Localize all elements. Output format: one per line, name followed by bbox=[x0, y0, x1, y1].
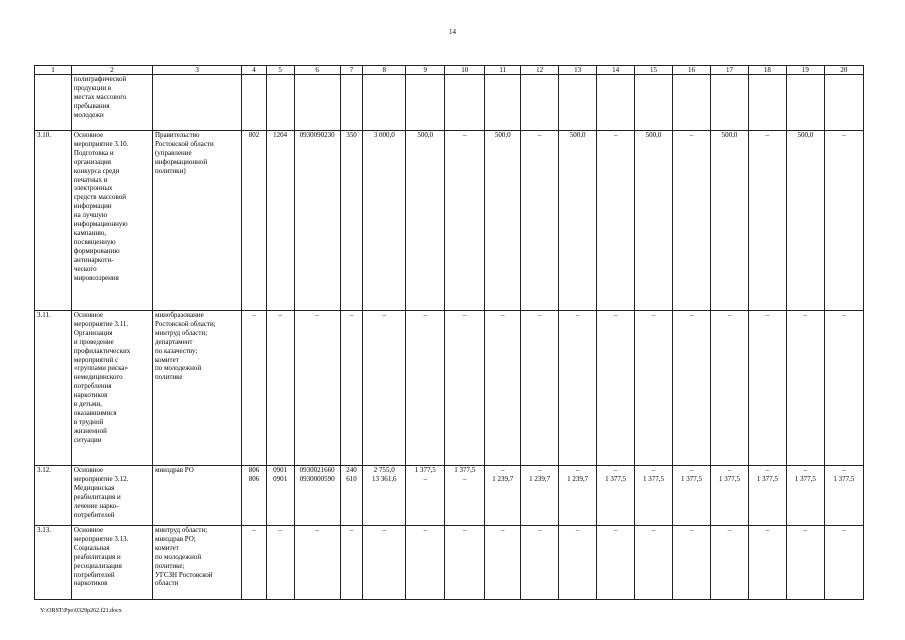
table-cell: – bbox=[340, 526, 363, 600]
table-cell: – bbox=[294, 311, 340, 466]
column-number: 13 bbox=[559, 66, 597, 75]
table-cell bbox=[748, 75, 786, 131]
table-cell: – bbox=[597, 311, 635, 466]
table-cell: – bbox=[597, 526, 635, 600]
executor: минобразование Ростовской области; минтруд области; департамент по казачеству; комитет по молодежной политике bbox=[152, 311, 241, 466]
table-cell bbox=[710, 75, 748, 131]
column-number: 5 bbox=[266, 66, 294, 75]
table-cell bbox=[824, 75, 863, 131]
table-row bbox=[35, 131, 864, 311]
table-cell: 1204 bbox=[266, 131, 294, 311]
table-cell: 0901 0901 bbox=[266, 466, 294, 526]
table-cell: – 1 239,7 bbox=[521, 466, 559, 526]
table-cell: 500,0 bbox=[559, 131, 597, 311]
measure-name: Основное мероприятие 3.12. Медицинская реабилитация и лечение нарко- потребителей bbox=[71, 466, 152, 526]
measure-name: Основное мероприятие 3.13. Социальная реабилитация и ресоциализация потребителей наркотиков bbox=[71, 526, 152, 600]
item-number: 3.10. bbox=[35, 131, 72, 311]
table-cell: – 1 377,5 bbox=[748, 466, 786, 526]
table-cell: – bbox=[635, 526, 673, 600]
table-cell bbox=[242, 75, 267, 131]
table-cell bbox=[266, 75, 294, 131]
item-number bbox=[35, 75, 72, 131]
table-cell: 806 806 bbox=[242, 466, 267, 526]
table-cell: – bbox=[340, 311, 363, 466]
column-number: 19 bbox=[786, 66, 824, 75]
table-cell: – bbox=[559, 311, 597, 466]
table-cell: 3 000,0 bbox=[363, 131, 406, 311]
header-row bbox=[35, 66, 864, 75]
column-number: 17 bbox=[710, 66, 748, 75]
table-cell: – bbox=[710, 526, 748, 600]
table-cell: – 1 377,5 bbox=[710, 466, 748, 526]
page-number: 14 bbox=[449, 28, 456, 36]
table-row bbox=[35, 311, 864, 466]
column-number: 18 bbox=[748, 66, 786, 75]
measure-name: Основное мероприятие 3.11. Организация и проведение профилактических мероприятий с «группами риска» немедицинского потребления наркотиков в детьми, оказавшимися в трудной жизненной ситуации bbox=[71, 311, 152, 466]
table-cell: 1 377,5 – bbox=[406, 466, 445, 526]
table-cell: – bbox=[266, 526, 294, 600]
table-cell: – bbox=[242, 526, 267, 600]
table-cell: – bbox=[242, 311, 267, 466]
measure-name: Основное мероприятие 3.10. Подготовка и организация конкурса среди печатных и электронных средств массовой информации на лучшую информационную кампанию, посвященную формированию антинаркоти- ческого мировоззрения bbox=[71, 131, 152, 311]
column-number: 16 bbox=[673, 66, 711, 75]
column-number: 9 bbox=[406, 66, 445, 75]
table-cell bbox=[521, 75, 559, 131]
table-cell: 500,0 bbox=[635, 131, 673, 311]
table-cell: – bbox=[521, 311, 559, 466]
table-cell: 500,0 bbox=[406, 131, 445, 311]
table-cell: – bbox=[521, 526, 559, 600]
column-number: 14 bbox=[597, 66, 635, 75]
column-number: 10 bbox=[445, 66, 485, 75]
table-cell: – 1 377,5 bbox=[635, 466, 673, 526]
table-cell bbox=[786, 75, 824, 131]
table-cell: 500,0 bbox=[710, 131, 748, 311]
table-cell bbox=[340, 75, 363, 131]
table-cell: – bbox=[445, 311, 485, 466]
table-cell: – bbox=[445, 131, 485, 311]
executor: минздрав РО bbox=[152, 466, 241, 526]
table-cell: – 1 239,7 bbox=[485, 466, 521, 526]
table-cell: – bbox=[824, 131, 863, 311]
table-cell bbox=[559, 75, 597, 131]
table-cell: 240 610 bbox=[340, 466, 363, 526]
table-cell: 0930021660 0930000590 bbox=[294, 466, 340, 526]
table-cell: – bbox=[673, 131, 711, 311]
table-cell: 0930090230 bbox=[294, 131, 340, 311]
document-path: Y:\ORST\Ppo\0329p262.f21.docx bbox=[40, 608, 122, 614]
table-cell: – bbox=[673, 526, 711, 600]
item-number: 3.11. bbox=[35, 311, 72, 466]
table-cell: – bbox=[363, 526, 406, 600]
table-cell: – 1 377,5 bbox=[786, 466, 824, 526]
table-cell: – bbox=[824, 526, 863, 600]
column-number: 2 bbox=[71, 66, 152, 75]
table-cell bbox=[635, 75, 673, 131]
item-number: 3.13. bbox=[35, 526, 72, 600]
table-cell bbox=[406, 75, 445, 131]
table-cell: – bbox=[406, 526, 445, 600]
table-cell: – bbox=[485, 526, 521, 600]
column-number: 7 bbox=[340, 66, 363, 75]
table-cell: – 1 377,5 bbox=[597, 466, 635, 526]
table-row bbox=[35, 75, 864, 131]
table-cell: – 1 377,5 bbox=[824, 466, 863, 526]
table-cell: – bbox=[748, 526, 786, 600]
table-cell bbox=[445, 75, 485, 131]
table-cell: – 1 377,5 bbox=[673, 466, 711, 526]
measure-name: полиграфической продукции в местах массового пребывания молодежи bbox=[71, 75, 152, 131]
table-cell: – bbox=[673, 311, 711, 466]
table-cell: – bbox=[635, 311, 673, 466]
table-cell: – bbox=[748, 311, 786, 466]
table-cell: 1 377,5 – bbox=[445, 466, 485, 526]
column-number: 3 bbox=[152, 66, 241, 75]
table-row bbox=[35, 526, 864, 600]
table-cell: – bbox=[363, 311, 406, 466]
table-cell: 350 bbox=[340, 131, 363, 311]
table-cell bbox=[294, 75, 340, 131]
column-number: 15 bbox=[635, 66, 673, 75]
executor: минтруд области; минздрав РО; комитет по молодежной политике; УГСЗН Ростовской области bbox=[152, 526, 241, 600]
table-cell: – bbox=[521, 131, 559, 311]
table-cell: – bbox=[786, 311, 824, 466]
table-cell: – bbox=[294, 526, 340, 600]
table-cell: – bbox=[824, 311, 863, 466]
table-cell: – bbox=[786, 526, 824, 600]
table-cell bbox=[485, 75, 521, 131]
table-cell: – bbox=[748, 131, 786, 311]
item-number: 3.12. bbox=[35, 466, 72, 526]
table-cell: 802 bbox=[242, 131, 267, 311]
table-cell: 2 755,0 13 361,6 bbox=[363, 466, 406, 526]
column-number: 20 bbox=[824, 66, 863, 75]
table-cell: – bbox=[406, 311, 445, 466]
column-number: 1 bbox=[35, 66, 72, 75]
program-table bbox=[34, 65, 864, 600]
executor bbox=[152, 75, 241, 131]
column-number: 6 bbox=[294, 66, 340, 75]
table-cell: – bbox=[597, 131, 635, 311]
table-cell: – 1 239,7 bbox=[559, 466, 597, 526]
table-row bbox=[35, 466, 864, 526]
table-cell: 500,0 bbox=[485, 131, 521, 311]
table-cell: – bbox=[710, 311, 748, 466]
column-number: 12 bbox=[521, 66, 559, 75]
table-cell: – bbox=[559, 526, 597, 600]
table-cell: – bbox=[445, 526, 485, 600]
table-cell: – bbox=[266, 311, 294, 466]
table-cell: – bbox=[485, 311, 521, 466]
table-cell bbox=[673, 75, 711, 131]
table-cell bbox=[597, 75, 635, 131]
column-number: 11 bbox=[485, 66, 521, 75]
column-number: 8 bbox=[363, 66, 406, 75]
executor: Правительство Ростовской области (управление информационной политики) bbox=[152, 131, 241, 311]
table-cell: 500,0 bbox=[786, 131, 824, 311]
column-number: 4 bbox=[242, 66, 267, 75]
table-cell bbox=[363, 75, 406, 131]
